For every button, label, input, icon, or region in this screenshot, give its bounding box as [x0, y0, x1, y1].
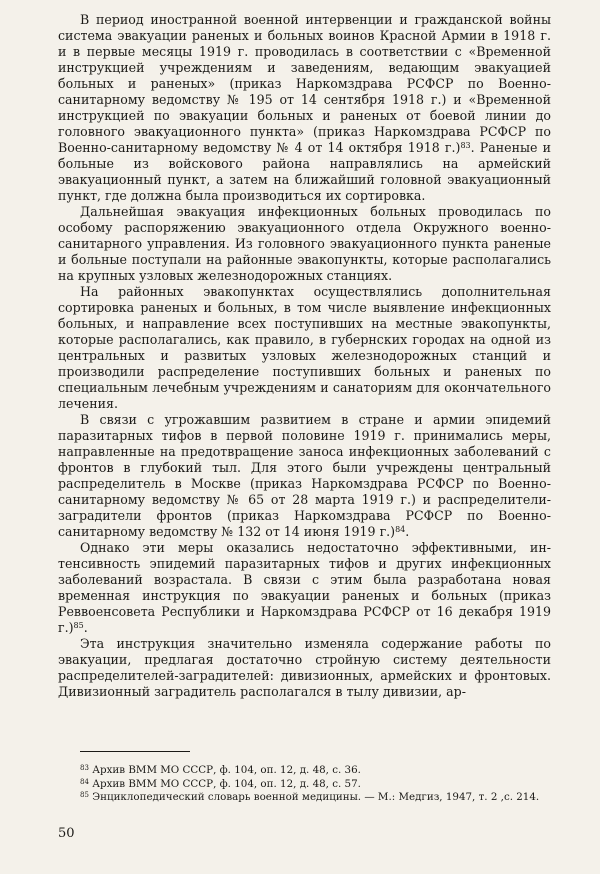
footnote-divider: [80, 751, 190, 752]
paragraph-6: Эта инструкция значительно изменяла содержание работы по эвакуации, предлагая достаточно стройную систему деятельности распределителей-заградителей: дивизионных, армейских и фронтовых. Дивизионный заградитель располагался в тылу дивизии, ар-: [58, 636, 551, 699]
footnote: [58, 778, 551, 792]
main-text: [58, 12, 551, 700]
footnote-text: Архив ВММ МО СССР, ф. 104, оп. 12, д. 48, с. 36.: [92, 764, 361, 776]
footnote: [58, 791, 551, 805]
footnotes: [58, 764, 551, 805]
footnote-number: 83: [80, 764, 89, 772]
paragraph-1-tail: . Раненые и больные из войскового района направлялись на армейский эвакуационный пункт, а затем на ближайший головной эвакуационный пункт, где должна была производиться их сортировка.: [58, 140, 551, 203]
paragraph-1-text: В период иностранной военной интервенции и гражданской войны система эвакуации раненых и больных воинов Красной Армии в 1918 г. и в первые месяцы 1919 г. проводилась в соответствии с «Временной инструкцией учреждениям и заведениям, ведающим эвакуацией больных и раненых» (приказ Наркомздрава РСФСР по Военно-санитарному ведомству № 195 от 14 сентября 1918 г.) и «Временной инструкцией по эвакуации больных и раненых от боевой линии до головного эвакуационного пункта» (приказ Наркомздрава РСФСР по Военно-санитарному ведомству № 4 от 14 октября 1918 г.): [58, 12, 551, 155]
footnote-ref-84: 84: [395, 525, 406, 534]
paragraph-4: [58, 412, 551, 540]
paragraph-2: Дальнейшая эвакуация инфекционных больных проводилась по особому распоряжению эвакуационного отдела Окружного военно-санитарного управления. Из головного эвакуационного пункта раненые и больные поступали на районные эвакопункты, которые располагались на крупных узловых железнодорожных станциях.: [58, 204, 551, 283]
footnote-text: Архив ВММ МО СССР, ф. 104, оп. 12, д. 48, с. 57.: [92, 777, 361, 790]
paragraph-5-text: Однако эти меры оказались недостаточно эффективными, интенсивность эпидемий паразитарных тифов и других инфекционных заболеваний возрастала. В связи с этим была разработана новая временная инструкция по эвакуации раненых и больных (приказ Реввоенсовета Республики и Наркомздрава РСФСР от 16 декабря 1919 г.): [58, 540, 551, 635]
footnote-ref-83: 83: [460, 141, 471, 150]
footnote-number: 85: [80, 791, 89, 799]
footnote-number: 84: [80, 777, 89, 786]
paragraph-4-tail: .: [405, 524, 410, 539]
footnote-text: Энциклопедический словарь военной медицины. — М.: Медгиз, 1947, т. 2 ,с. 214.: [92, 791, 540, 803]
paragraph-1: [58, 12, 551, 204]
paragraph-5: [58, 540, 551, 636]
footnote: [58, 764, 551, 778]
footnote-ref-85: 85: [73, 621, 84, 630]
paragraph-4-text: В связи с угрожавшим развитием в стране и армии эпидемий паразитарных тифов в первой половине 1919 г. принимались меры, направленные на предотвращение заноса инфекционных заболеваний с фронтов в глубокий тыл. Для этого были учреждены центральный распределитель в Москве (приказ Наркомздрава РСФСР по Военно-санитарному ведомству № 65 от 28 марта 1919 г.) и распределители-заградители фронтов (приказ Наркомздрава РСФСР по Военно-санитарному ведомству № 132 от 14 июня 1919 г.): [58, 412, 551, 539]
page-number: 50: [58, 826, 75, 841]
paragraph-5-tail: .: [83, 620, 88, 635]
paragraph-3: На районных эвакопунктах осуществлялись дополнительная сортировка раненых и больных, в том числе выявление инфекционных больных, и направление всех поступивших на местные эвакопункты, которые располагались, как правило, в губернских городах на одной из центральных и развитых узловых железнодорожных станций и производили распределение поступивших больных и раненых по специальным лечебным учреждениям и санаториям для окончательного лечения.: [58, 284, 551, 411]
